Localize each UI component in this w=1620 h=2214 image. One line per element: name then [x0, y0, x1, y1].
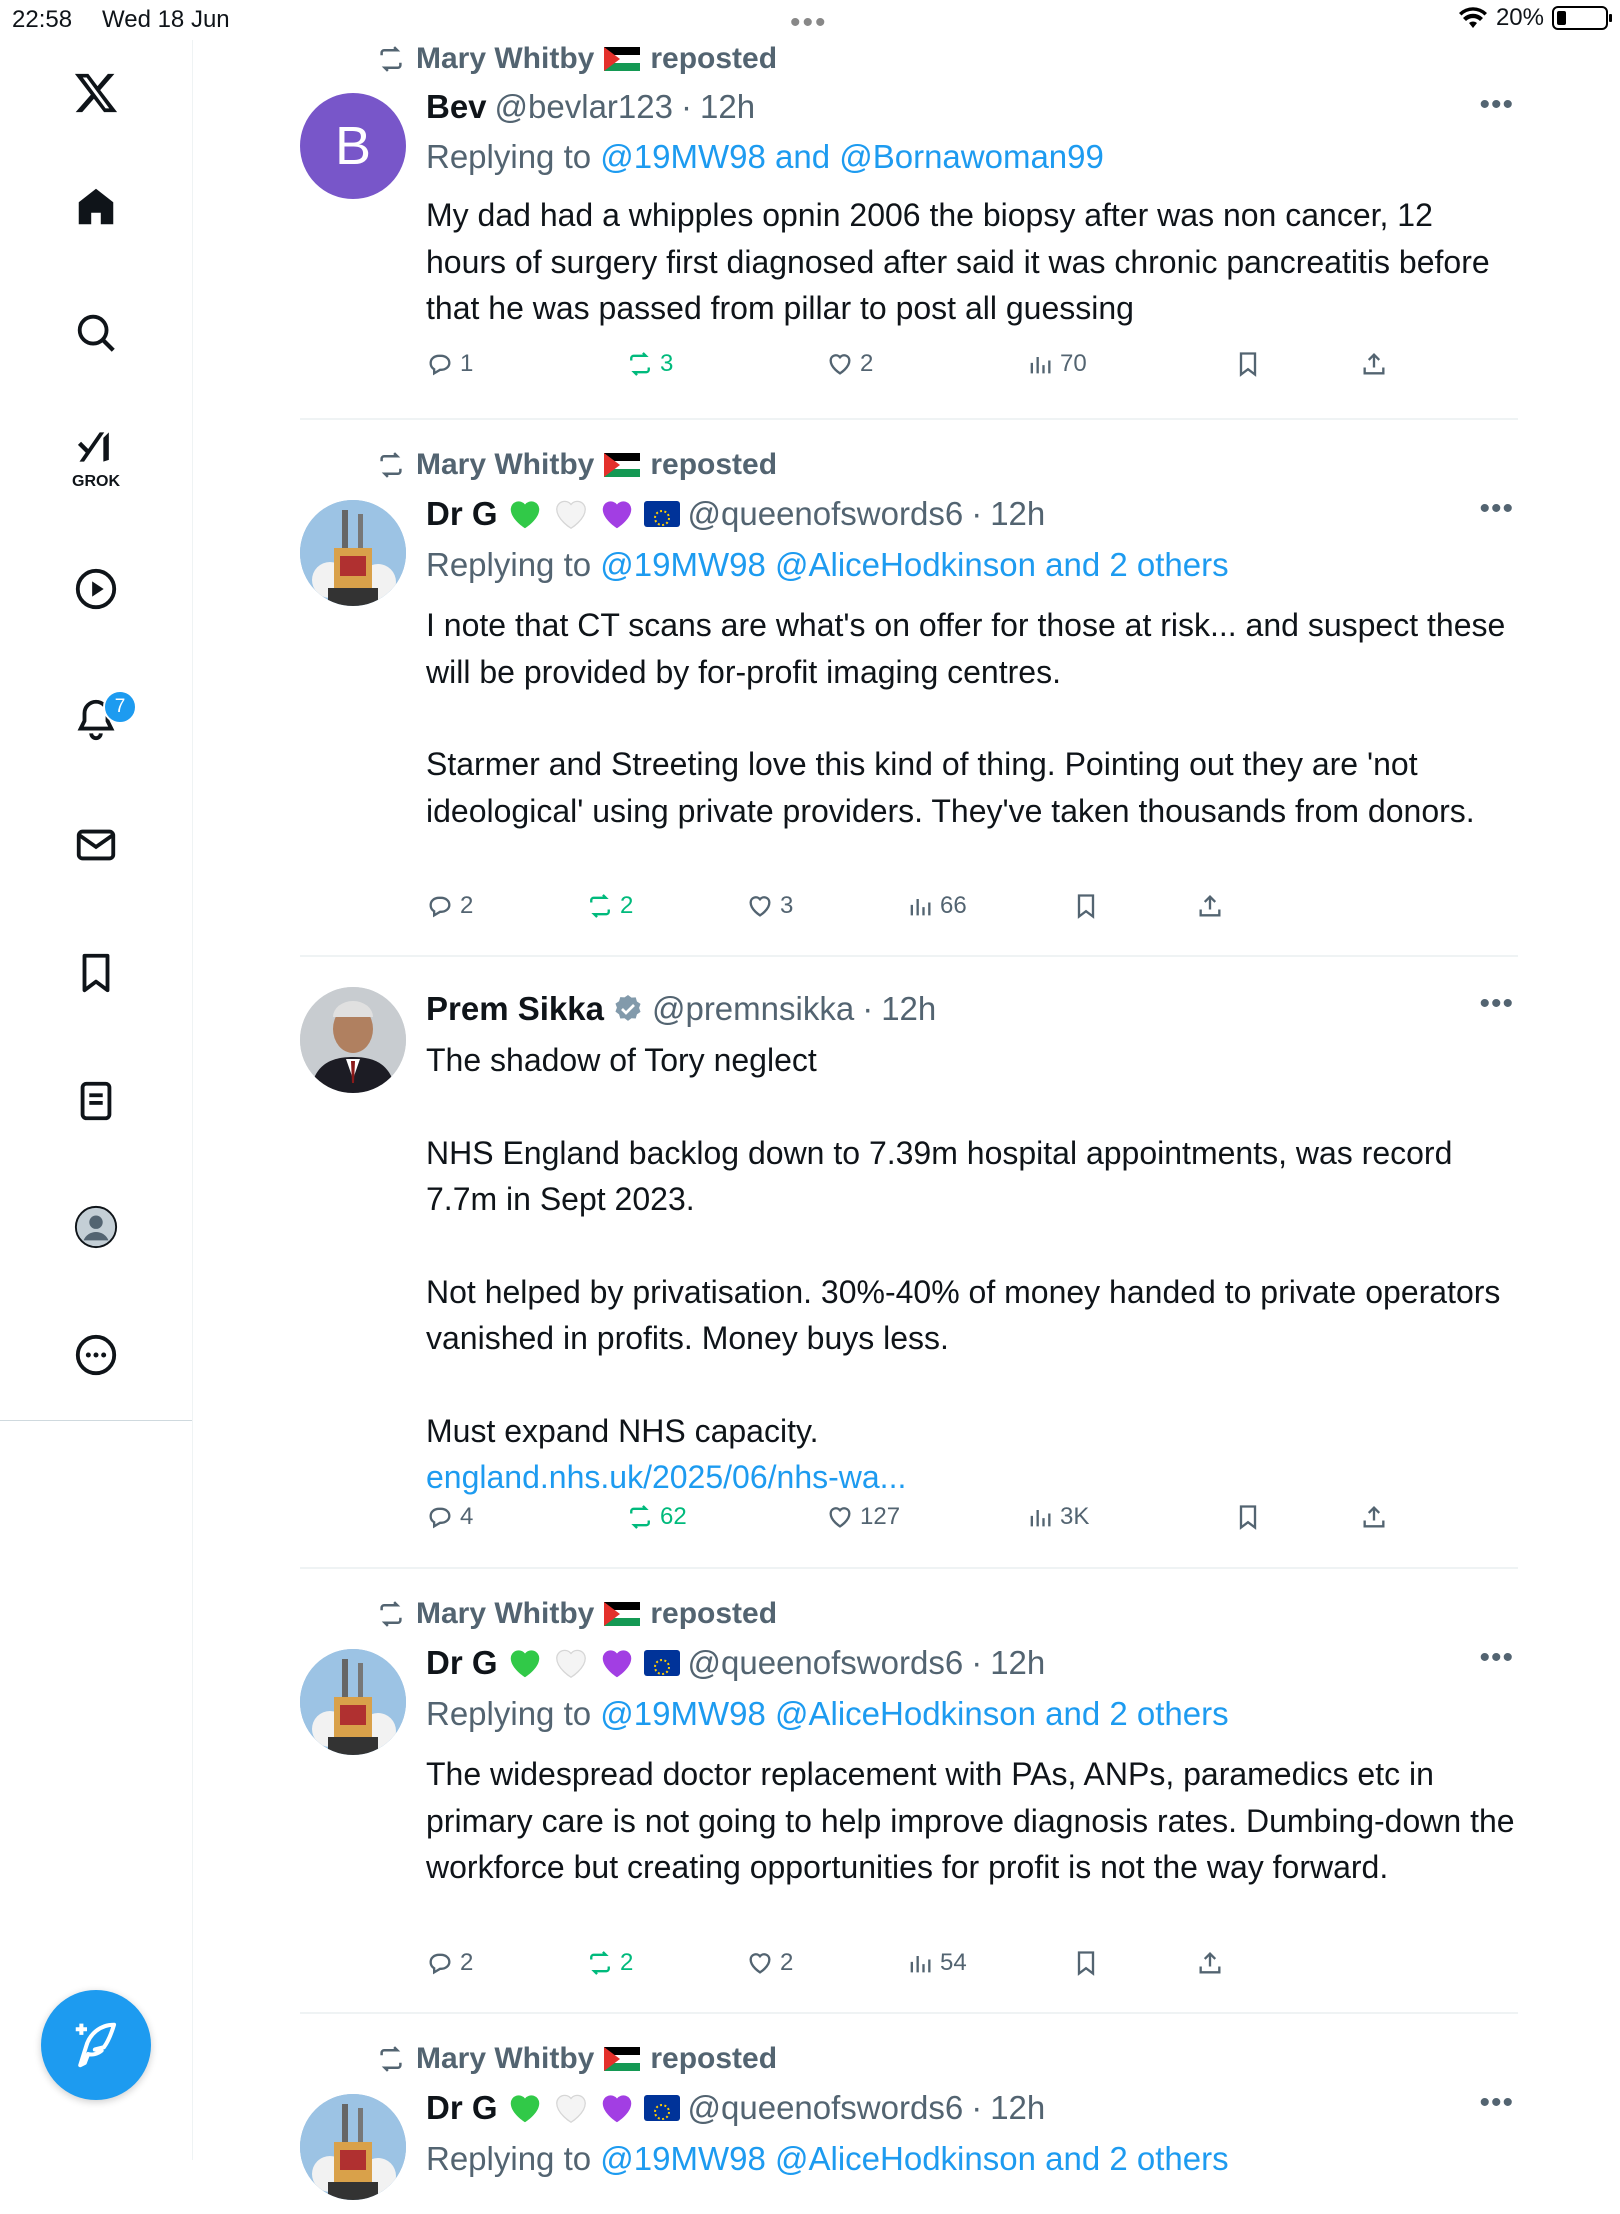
heart-icon	[746, 892, 774, 920]
dot-separator: ·	[862, 990, 874, 1027]
tweet-text	[426, 1037, 1516, 1501]
reply-context	[426, 546, 1229, 584]
status-time: 22:58	[12, 6, 73, 33]
sidebar	[0, 40, 193, 2160]
avatar[interactable]	[300, 500, 406, 606]
repost-indicator	[376, 1597, 777, 1631]
reply-mentions[interactable]: @19MW98 @AliceHodkinson and 2 others	[600, 546, 1229, 583]
repost-icon	[586, 892, 614, 920]
reply-prefix: Replying to	[426, 138, 592, 175]
like-count: 2	[860, 350, 874, 377]
grok-label: GROK	[72, 473, 120, 490]
analytics-icon	[906, 1949, 934, 1977]
reply-mentions[interactable]: @19MW98 @AliceHodkinson and 2 others	[600, 1695, 1229, 1732]
reply-count: 4	[460, 1503, 474, 1530]
reply-prefix: Replying to	[426, 546, 592, 583]
play-icon[interactable]	[65, 558, 127, 620]
palestine-flag-icon	[604, 453, 640, 477]
eu-flag-icon	[644, 501, 680, 527]
views-button[interactable]	[1026, 350, 1087, 378]
green-heart-icon	[506, 495, 544, 533]
bookmark-icon	[1234, 350, 1262, 378]
tweet-paragraph: My dad had a whipples opnin 2006 the biopsy after was non cancer, 12 hours of surgery first diagnosed after said it was chronic pancreatitis before that he was passed from pillar to post all guessing	[426, 197, 1490, 326]
tweet-time[interactable]: 12h	[700, 88, 756, 125]
battery-percent: 20%	[1495, 4, 1544, 31]
reply-context	[426, 2140, 1229, 2178]
wifi-icon	[1458, 6, 1488, 30]
like-count: 2	[780, 1949, 794, 1976]
repost-button[interactable]	[626, 1503, 687, 1531]
bookmark-icon	[1072, 892, 1100, 920]
more-menu-icon[interactable]: •••	[1479, 987, 1514, 1020]
white-heart-icon	[552, 1644, 590, 1682]
repost-icon	[376, 1599, 406, 1629]
status-date: Wed 18 Jun	[102, 6, 230, 33]
messages-envelope-icon[interactable]	[65, 814, 127, 876]
heart-icon	[826, 350, 854, 378]
dot-separator: ·	[971, 2089, 983, 2126]
repost-suffix: reposted	[650, 448, 778, 481]
repost-user[interactable]: Mary Whitby	[416, 2042, 595, 2075]
verified-badge-icon	[612, 993, 644, 1025]
tweet-card[interactable]	[300, 957, 1518, 1569]
repost-user[interactable]: Mary Whitby	[416, 1597, 595, 1630]
compose-feather-icon	[69, 2018, 123, 2072]
share-icon	[1360, 1503, 1388, 1531]
eu-flag-icon	[644, 2095, 680, 2121]
battery-icon	[1552, 6, 1608, 30]
repost-indicator	[376, 42, 777, 76]
reply-icon	[426, 1503, 454, 1531]
like-count: 3	[780, 892, 794, 919]
palestine-flag-icon	[604, 2047, 640, 2071]
tweet-paragraph: Starmer and Streeting love this kind of thing. Pointing out they are 'not ideological' using private providers. They've taken thousands from donors.	[426, 746, 1475, 829]
reply-button[interactable]	[426, 350, 473, 378]
bookmark-button[interactable]	[1234, 350, 1262, 378]
tweet-header	[426, 1644, 1045, 1682]
repost-count: 2	[620, 1949, 634, 1976]
reply-count: 2	[460, 892, 474, 919]
green-heart-icon	[506, 2089, 544, 2127]
timeline-feed	[300, 40, 1518, 2214]
grok-icon[interactable]	[65, 425, 127, 505]
x-logo-icon[interactable]	[65, 62, 127, 124]
tweet-card[interactable]	[300, 40, 1518, 420]
reply-prefix: Replying to	[426, 2140, 592, 2177]
status-bar	[0, 0, 1620, 40]
green-heart-icon	[506, 1644, 544, 1682]
notification-badge: 7	[103, 690, 137, 724]
bookmarks-icon[interactable]	[65, 942, 127, 1004]
author-handle[interactable]: @queenofswords6	[687, 1644, 964, 1681]
author-handle[interactable]: @premnsikka	[651, 990, 855, 1027]
views-button[interactable]	[906, 1949, 967, 1977]
white-heart-icon	[552, 495, 590, 533]
tweet-paragraph: The shadow of Tory neglect	[426, 1042, 817, 1078]
view-count: 3K	[1060, 1503, 1090, 1530]
like-button[interactable]	[826, 350, 873, 378]
reply-prefix: Replying to	[426, 1695, 592, 1732]
repost-suffix: reposted	[650, 42, 778, 75]
more-menu-icon[interactable]: •••	[1479, 2086, 1514, 2119]
dot-separator: ·	[971, 495, 983, 532]
purple-heart-icon	[598, 495, 636, 533]
more-menu-icon[interactable]: •••	[1479, 88, 1514, 121]
repost-suffix: reposted	[650, 1597, 778, 1630]
reply-icon	[426, 892, 454, 920]
tweet-paragraph: The widespread doctor replacement with PAs, ANPs, paramedics etc in primary care is not going to help improve diagnosis rates. Dumbing-down the workforce but creating opportunities for profit is not the way forward.	[426, 1756, 1515, 1885]
tweet-time[interactable]: 12h	[990, 1644, 1046, 1681]
lists-icon[interactable]	[65, 1070, 127, 1132]
analytics-icon	[1026, 1503, 1054, 1531]
bookmark-button[interactable]	[1072, 1949, 1100, 1977]
avatar[interactable]	[300, 93, 406, 199]
share-icon	[1196, 892, 1224, 920]
bookmark-button[interactable]	[1234, 1503, 1262, 1531]
heart-icon	[826, 1503, 854, 1531]
tweet-paragraph: NHS England backlog down to 7.39m hospital appointments, was record 7.7m in Sept 2023.	[426, 1134, 1453, 1217]
avatar-image	[300, 2094, 406, 2200]
avatar[interactable]	[300, 1649, 406, 1755]
dot-separator: ·	[681, 88, 692, 125]
like-count: 127	[860, 1503, 901, 1530]
tweet-paragraph: I note that CT scans are what's on offer for those at risk... and suspect these will be provided by for-profit imaging centres.	[426, 607, 1506, 690]
tweet-paragraph: Not helped by privatisation. 30%-40% of money handed to private operators vanished in profits. Money buys less.	[426, 1273, 1501, 1356]
repost-count: 62	[660, 1503, 687, 1530]
view-count: 54	[940, 1949, 967, 1976]
more-options-icon[interactable]	[65, 1324, 127, 1386]
repost-icon	[376, 2044, 406, 2074]
avatar-image	[300, 987, 406, 1093]
tweet-time[interactable]: 12h	[990, 2089, 1046, 2126]
author-name[interactable]: Prem Sikka	[426, 990, 604, 1027]
share-icon	[1196, 1949, 1224, 1977]
repost-user[interactable]: Mary Whitby	[416, 42, 595, 75]
share-icon	[1360, 350, 1388, 378]
bookmark-icon	[1234, 1503, 1262, 1531]
repost-indicator	[376, 448, 777, 482]
tweet-time[interactable]: 12h	[881, 990, 937, 1027]
sidebar-divider	[0, 1420, 192, 1421]
author-name[interactable]: Dr G	[426, 2089, 498, 2126]
tweet-text	[426, 1751, 1516, 1891]
reply-count: 1	[460, 350, 474, 377]
reply-count: 2	[460, 1949, 474, 1976]
repost-button[interactable]	[586, 1949, 633, 1977]
profile-avatar-icon[interactable]	[65, 1196, 127, 1258]
like-button[interactable]	[746, 892, 793, 920]
like-button[interactable]	[746, 1949, 793, 1977]
repost-button[interactable]	[586, 892, 633, 920]
avatar[interactable]	[300, 987, 406, 1093]
reply-mentions[interactable]: @19MW98 and @Bornawoman99	[600, 138, 1104, 175]
author-handle[interactable]: @bevlar123	[494, 88, 673, 125]
tweet-link[interactable]: england.nhs.uk/2025/06/nhs-wa...	[426, 1459, 907, 1495]
author-handle[interactable]: @queenofswords6	[687, 495, 964, 532]
search-icon[interactable]	[65, 302, 127, 364]
home-icon[interactable]	[65, 176, 127, 238]
view-count: 66	[940, 892, 967, 919]
purple-heart-icon	[598, 1644, 636, 1682]
author-name[interactable]: Dr G	[426, 495, 498, 532]
analytics-icon	[906, 892, 934, 920]
status-right	[1458, 4, 1608, 32]
reply-mentions[interactable]: @19MW98 @AliceHodkinson and 2 others	[600, 2140, 1229, 2177]
notifications-bell-icon[interactable]	[65, 688, 127, 750]
heart-icon	[746, 1949, 774, 1977]
repost-count: 2	[620, 892, 634, 919]
repost-icon	[626, 1503, 654, 1531]
eu-flag-icon	[644, 1650, 680, 1676]
share-button[interactable]	[1196, 1949, 1224, 1977]
author-name[interactable]: Bev	[426, 88, 487, 125]
views-button[interactable]	[1026, 1503, 1089, 1531]
avatar-image	[300, 1649, 406, 1755]
author-name[interactable]: Dr G	[426, 1644, 498, 1681]
like-button[interactable]	[826, 1503, 900, 1531]
tweet-card[interactable]	[300, 1569, 1518, 2014]
repost-icon	[376, 44, 406, 74]
tweet-header	[426, 495, 1045, 533]
avatar-image	[300, 500, 406, 606]
share-button[interactable]	[1360, 350, 1388, 378]
tweet-card[interactable]	[300, 420, 1518, 957]
repost-icon	[376, 450, 406, 480]
avatar[interactable]	[300, 2094, 406, 2200]
avatar-letter: B	[334, 116, 372, 176]
views-button[interactable]	[906, 892, 967, 920]
tweet-header	[426, 88, 755, 126]
tweet-text	[426, 602, 1516, 834]
white-heart-icon	[552, 2089, 590, 2127]
repost-suffix: reposted	[650, 2042, 778, 2075]
dot-separator: ·	[971, 1644, 983, 1681]
view-count: 70	[1060, 350, 1087, 377]
tweet-text	[426, 192, 1516, 332]
tweet-card[interactable]	[300, 2014, 1518, 2214]
reply-button[interactable]	[426, 1503, 473, 1531]
palestine-flag-icon	[604, 47, 640, 71]
reply-icon	[426, 350, 454, 378]
repost-button[interactable]	[626, 350, 673, 378]
palestine-flag-icon	[604, 1602, 640, 1626]
purple-heart-icon	[598, 2089, 636, 2127]
reply-icon	[426, 1949, 454, 1977]
share-button[interactable]	[1360, 1503, 1388, 1531]
reply-context	[426, 138, 1104, 176]
repost-count: 3	[660, 350, 674, 377]
compose-post-button[interactable]	[41, 1990, 151, 2100]
repost-icon	[586, 1949, 614, 1977]
bookmark-button[interactable]	[1072, 892, 1100, 920]
tweet-header	[426, 990, 936, 1028]
repost-indicator	[376, 2042, 777, 2076]
repost-user[interactable]: Mary Whitby	[416, 448, 595, 481]
tweet-paragraph: Must expand NHS capacity.	[426, 1412, 819, 1449]
author-handle[interactable]: @queenofswords6	[687, 2089, 964, 2126]
reply-button[interactable]	[426, 1949, 473, 1977]
share-button[interactable]	[1196, 892, 1224, 920]
more-menu-icon[interactable]: •••	[1479, 492, 1514, 525]
more-menu-icon[interactable]: •••	[1479, 1641, 1514, 1674]
multitask-dots-icon[interactable]: •••	[790, 6, 828, 39]
bookmark-icon	[1072, 1949, 1100, 1977]
repost-icon	[626, 350, 654, 378]
reply-context	[426, 1695, 1229, 1733]
tweet-header	[426, 2089, 1045, 2127]
analytics-icon	[1026, 350, 1054, 378]
reply-button[interactable]	[426, 892, 473, 920]
tweet-time[interactable]: 12h	[990, 495, 1046, 532]
